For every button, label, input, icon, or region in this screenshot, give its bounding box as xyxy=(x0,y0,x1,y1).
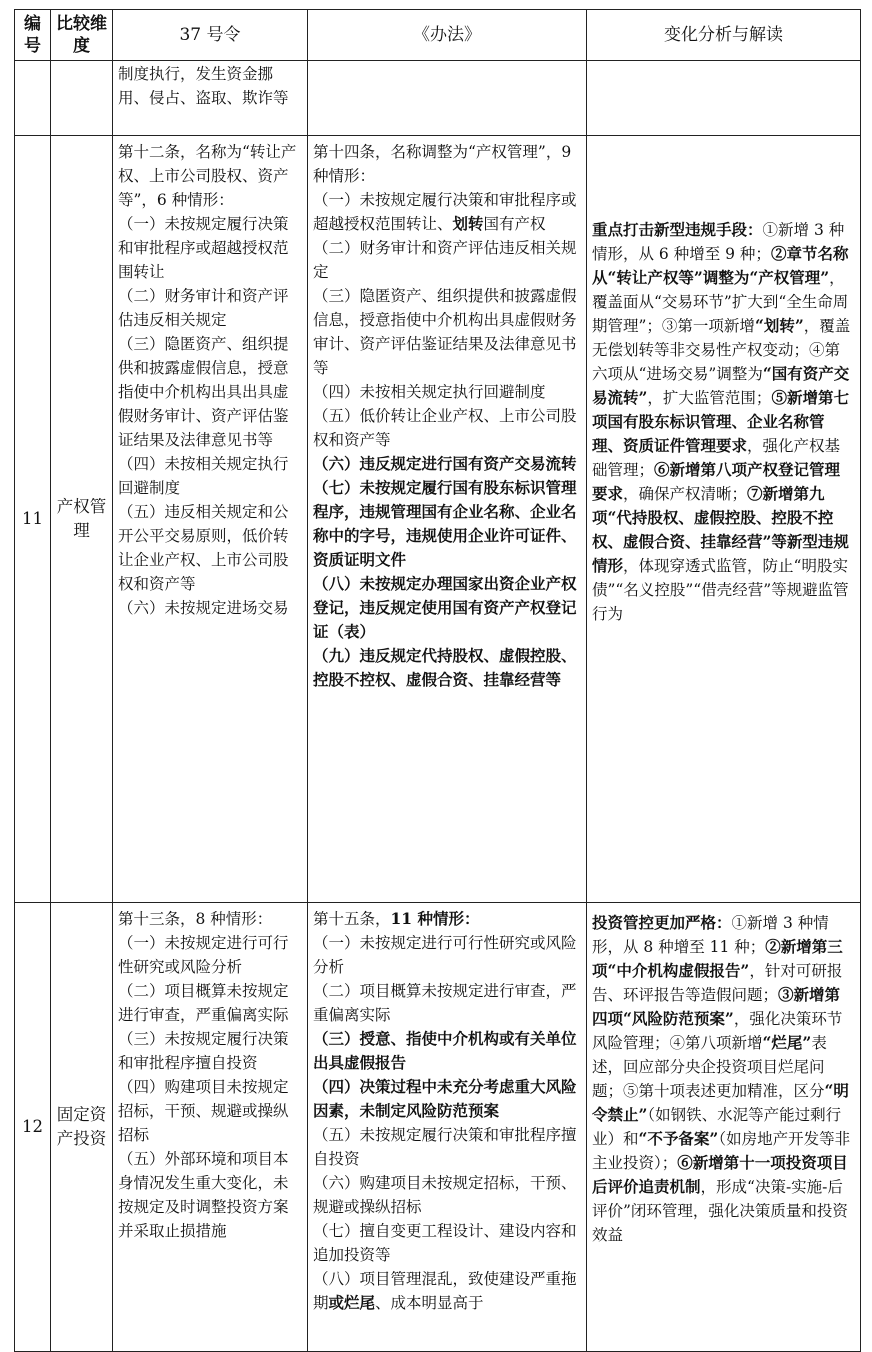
clause-text: 第十四条，名称调整为“产权管理”，9 种情形： xyxy=(313,143,572,185)
clause-highlight: 划转 xyxy=(452,214,484,233)
clause-text: （三）隐匿资产、组织提供和披露虚假信息，授意指使中介机构出具虚假财务审计、资产评估鉴证结果及法律意见书等 xyxy=(313,287,577,377)
clause-text: （五）外部环境和项目本身情况发生重大变化，未按规定及时调整投资方案并采取止损措施 xyxy=(118,1150,289,1240)
analysis-text: ①新增 3 种情形，从 8 种增至 11 种； xyxy=(592,914,829,956)
header-analysis: 变化分析与解读 xyxy=(587,10,861,61)
clause-text xyxy=(313,1267,581,1315)
clause-text: 第十二条，名称为“转让产权、上市公司股权、资产等”，6 种情形： xyxy=(118,143,297,209)
analysis-text: “划转” xyxy=(754,316,804,335)
analysis-text: （如钢铁、水泥等产能过剩行业）和 xyxy=(592,1106,842,1148)
clause-fragment: 第十五条， xyxy=(313,910,391,928)
clause-text: （一）未按规定进行可行性研究或风险分析 xyxy=(118,934,289,976)
analysis-text: ，确保产权清晰； xyxy=(623,485,748,503)
analysis-text: ，覆盖无偿划转等非交易性产权变动；④第六项从“进场交易”调整为 xyxy=(592,317,851,383)
analysis-text: ，体现穿透式监管，防止“明股实债”“名义控股”“借壳经营”等规避监管行为 xyxy=(592,557,849,623)
cell-measures xyxy=(308,61,587,136)
clause-text: （二）项目概算未按规定进行审查，严重偏离实际 xyxy=(313,982,577,1024)
analysis-text: ②新增第三项“中介机构虚假报告” xyxy=(592,937,843,980)
cell-dimension: 固定资产投资 xyxy=(51,903,113,1352)
cell-dimension xyxy=(51,61,113,136)
clause-text: （五）未按规定履行决策和审批程序擅自投资 xyxy=(313,1126,577,1168)
cell-measures xyxy=(308,903,587,1352)
analysis-text: ⑦新增第九项“代持股权、虚假控股、控股不控权、虚假合资、挂靠经营”等新型违规情形 xyxy=(592,484,849,575)
clause-fragment: （八）项目管理混乱，致使建设严重拖期 xyxy=(313,1270,577,1312)
table-row-continuation xyxy=(15,61,861,136)
cell-number: 11 xyxy=(15,136,51,903)
clause-text: （七）未按规定履行国有股东标识管理程序，违规管理国有企业名称、企业名称中的字号，违规使用企业许可证件、资质证明文件 xyxy=(313,478,577,569)
analysis-text: ⑤新增第七项国有股东标识管理、企业名称管理、资质证件管理要求 xyxy=(592,388,849,455)
analysis-text: 重点打击新型违规手段： xyxy=(592,220,763,239)
header-row xyxy=(15,10,861,61)
clause-text: （四）购建项目未按规定招标，干预、规避或操纵招标 xyxy=(118,1078,289,1144)
clause-text: （五）违反相关规定和公开公平交易原则，低价转让企业产权、上市公司股权和资产等 xyxy=(118,503,289,593)
clause-text: （二）项目概算未按规定进行审查，严重偏离实际 xyxy=(118,982,289,1024)
clause-text: （八）未按规定办理国家出资企业产权登记，违反规定使用国有资产产权登记证（表） xyxy=(313,574,577,641)
cell-order-37 xyxy=(113,903,308,1352)
analysis-text: “不予备案” xyxy=(638,1129,719,1148)
clause-text: （一）未按规定进行可行性研究或风险分析 xyxy=(313,934,577,976)
analysis-text: 表述，回应部分央企投资项目烂尾问题；⑤第十项表述更加精准，区分 xyxy=(592,1034,827,1100)
clause-text: （三）授意、指使中介机构或有关单位出具虚假报告 xyxy=(313,1029,577,1072)
cell-order-37 xyxy=(113,136,308,903)
analysis-text: ⑥新增第八项产权登记管理要求 xyxy=(592,460,841,503)
analysis-text: ，覆盖面从“交易环节”扩大到“全生命周期管理”；③第一项新增 xyxy=(592,269,849,335)
header-dimension: 比较维度 xyxy=(51,10,113,61)
analysis-text: “国有资产交易流转” xyxy=(592,364,850,407)
clause-fragment: 、成本明显高于 xyxy=(375,1294,484,1312)
clause-text xyxy=(313,907,581,931)
analysis-text: “明令禁止” xyxy=(592,1081,849,1124)
analysis-text: 投资管控更加严格： xyxy=(592,913,732,932)
clause-text xyxy=(313,188,581,236)
clause-text: （五）低价转让企业产权、上市公司股权和资产等 xyxy=(313,407,577,449)
analysis-text: ②章节名称从“转让产权等”调整为“产权管理” xyxy=(592,244,849,287)
clause-text: （三）未按规定履行决策和审批程序擅自投资 xyxy=(118,1030,289,1072)
analysis-text: ①新增 3 种情形，从 6 种增至 9 种； xyxy=(592,221,845,263)
analysis-text: ⑥新增第十一项投资项目后评价追责机制 xyxy=(592,1153,848,1196)
clause-fragment: （一）未按规定履行决策和审批程序或超越授权范围转让、 xyxy=(313,191,577,233)
cell-dimension: 产权管理 xyxy=(51,136,113,903)
clause-text: （一）未按规定履行决策和审批程序或超越授权范围转让 xyxy=(118,215,289,281)
clause-text: （七）擅自变更工程设计、建设内容和追加投资等 xyxy=(313,1222,577,1264)
clause-text: （三）隐匿资产、组织提供和披露虚假信息，授意指使中介机构出具出具虚假财务审计、资产评估鉴证结果及法律意见书等 xyxy=(118,335,289,449)
clause-text: （二）财务审计和资产评估违反相关规定 xyxy=(313,239,577,281)
clause-highlight: 11 种情形： xyxy=(390,909,480,928)
header-order-37: 37 号令 xyxy=(113,10,308,61)
clause-text: （六）购建项目未按规定招标，干预、规避或操纵招标 xyxy=(313,1174,577,1216)
clause-text: （六）违反规定进行国有资产交易流转 xyxy=(313,454,577,473)
clause-text: （六）未按规定进场交易 xyxy=(118,599,289,617)
cell-measures xyxy=(308,136,587,903)
analysis-text: ，强化决策环节风险管理；④第八项新增 xyxy=(592,1010,843,1052)
clause-text: （九）违反规定代持股权、虚假控股、控股不控权、虚假合资、挂靠经营等 xyxy=(313,646,577,689)
cell-analysis xyxy=(587,903,861,1352)
clause-text: （四）未按相关规定执行回避制度 xyxy=(118,455,289,497)
analysis-text: ③新增第四项“风险防范预案” xyxy=(592,985,841,1028)
clause-text: （二）财务审计和资产评估违反相关规定 xyxy=(118,287,289,329)
clause-highlight: 或烂尾 xyxy=(328,1293,376,1312)
analysis-text: （如房地产开发等非主业投资）； xyxy=(592,1130,851,1172)
table-row-11 xyxy=(15,136,861,903)
cell-number: 12 xyxy=(15,903,51,1352)
clause-fragment: 国有产权 xyxy=(483,215,546,233)
clause-text: （四）决策过程中未充分考虑重大风险因素，未制定风险防范预案 xyxy=(313,1077,577,1120)
header-measures: 《办法》 xyxy=(308,10,587,61)
table-row-12 xyxy=(15,903,861,1352)
analysis-text: ，扩大监管范围； xyxy=(647,389,772,407)
cell-number xyxy=(15,61,51,136)
header-number: 编号 xyxy=(15,10,51,61)
analysis-text: ，形成“决策-实施-后评价”闭环管理，强化决策质量和投资效益 xyxy=(592,1178,848,1244)
cell-analysis xyxy=(587,136,861,903)
cell-analysis xyxy=(587,61,861,136)
clause-text: （四）未按相关规定执行回避制度 xyxy=(313,383,546,401)
cell-order-37: 制度执行，发生资金挪用、侵占、盗取、欺诈等 xyxy=(113,61,308,136)
analysis-text: ，强化产权基础管理； xyxy=(592,437,841,479)
analysis-text: “烂尾” xyxy=(762,1033,812,1052)
analysis-text: ，针对可研报告、环评报告等造假问题； xyxy=(592,962,843,1004)
comparison-table xyxy=(14,9,861,1352)
clause-text: 第十三条，8 种情形： xyxy=(118,910,273,928)
